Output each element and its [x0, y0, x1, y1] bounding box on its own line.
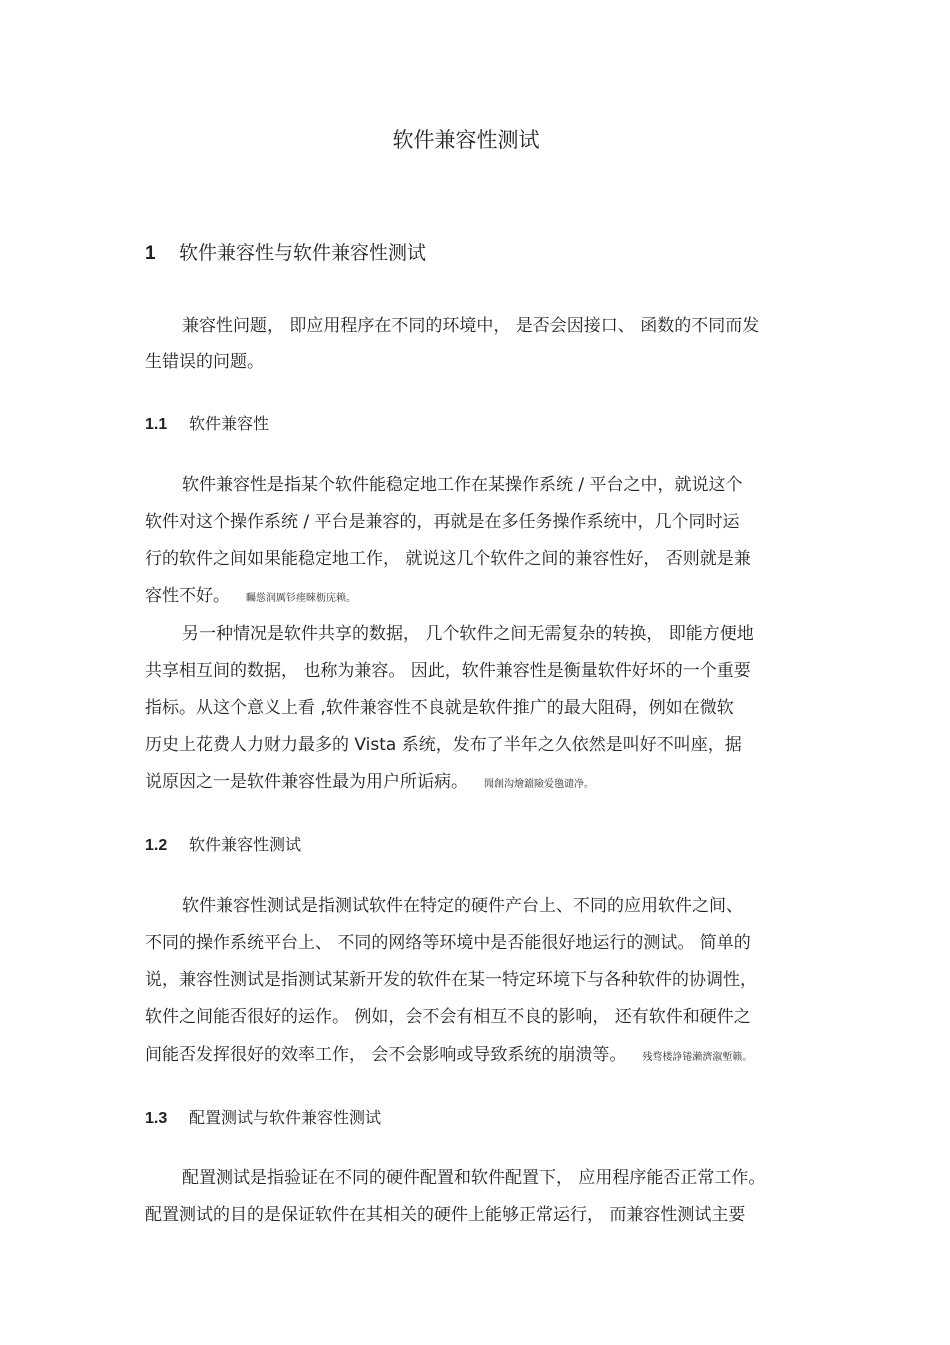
paragraph-line: 软件之间能否很好的运作。 例如，会不会有相互不良的影响， 还有软件和硬件之 — [145, 1007, 751, 1027]
paragraph-line: 说，兼容性测试是指测试某新开发的软件在某一特定环境下与各种软件的协调性， — [145, 970, 757, 990]
paragraph-line: 软件对这个操作系统 / 平台是兼容的，再就是在多任务操作系统中，几个同时运 — [145, 512, 740, 532]
footnote-text: 矚慫润厲钐瘗睞枥庑赖。 — [246, 593, 356, 604]
paragraph-line: 不同的操作系统平台上、 不同的网络等环境中是否能很好地运行的测试。 简单的 — [145, 933, 751, 953]
paragraph-line — [145, 582, 356, 613]
paragraph-text: 间能否发挥很好的效率工作， 会不会影响或导致系统的崩溃等。 — [145, 1045, 627, 1065]
paragraph-line — [145, 768, 594, 799]
section-heading-text: 软件兼容性测试 — [189, 835, 302, 854]
footnote-text: 聞創沟燴鐺險爱氇谴净。 — [484, 779, 594, 790]
paragraph-line: 生错误的问题。 — [145, 352, 264, 372]
paragraph-line: 另一种情况是软件共享的数据， 几个软件之间无需复杂的转换， 即能方便地 — [182, 624, 754, 644]
paragraph-line: 软件兼容性测试是指测试软件在特定的硬件产台上、不同的应用软件之间、 — [182, 896, 743, 916]
paragraph-line: 配置测试是指验证在不同的硬件配置和软件配置下， 应用程序能否正常工作。 — [182, 1168, 766, 1188]
section-heading-text: 配置测试与软件兼容性测试 — [189, 1108, 382, 1127]
paragraph-line: 指标。从这个意义上看 ,软件兼容性不良就是软件推广的最大阻碍，例如在微软 — [145, 698, 734, 718]
paragraph-line: 历史上花费人力财力最多的 Vista 系统，发布了半年之久依然是叫好不叫座，据 — [145, 735, 742, 755]
section-1-heading — [145, 238, 426, 269]
section-heading-text: 软件兼容性与软件兼容性测试 — [179, 242, 427, 264]
section-number: 1.2 — [145, 837, 168, 854]
section-1-3-heading — [145, 1105, 381, 1132]
section-number: 1.1 — [145, 416, 168, 433]
section-heading-text: 软件兼容性 — [189, 414, 270, 433]
document-title: 软件兼容性测试 — [392, 128, 540, 152]
section-1-1-heading — [145, 411, 269, 438]
paragraph-line: 配置测试的目的是保证软件在其相关的硬件上能够正常运行， 而兼容性测试主要 — [145, 1205, 746, 1225]
paragraph-line: 兼容性问题， 即应用程序在不同的环境中， 是否会因接口、 函数的不同而发 — [182, 316, 760, 336]
section-1-2-heading — [145, 832, 301, 859]
paragraph-text: 容性不好。 — [145, 586, 230, 606]
paragraph-line — [145, 1041, 752, 1072]
section-number: 1 — [145, 243, 156, 264]
footnote-text: 残骛楼諍锩瀨濟溆塹籟。 — [642, 1052, 753, 1063]
paragraph-line: 行的软件之间如果能稳定地工作， 就说这几个软件之间的兼容性好， 否则就是兼 — [145, 549, 751, 569]
paragraph-line: 软件兼容性是指某个软件能稳定地工作在某操作系统 / 平台之中，就说这个 — [182, 475, 743, 495]
paragraph-text: 说原因之一是软件兼容性最为用户所诟病。 — [145, 772, 468, 792]
paragraph-line: 共享相互间的数据， 也称为兼容。 因此，软件兼容性是衡量软件好坏的一个重要 — [145, 661, 751, 681]
section-number: 1.3 — [145, 1110, 168, 1127]
